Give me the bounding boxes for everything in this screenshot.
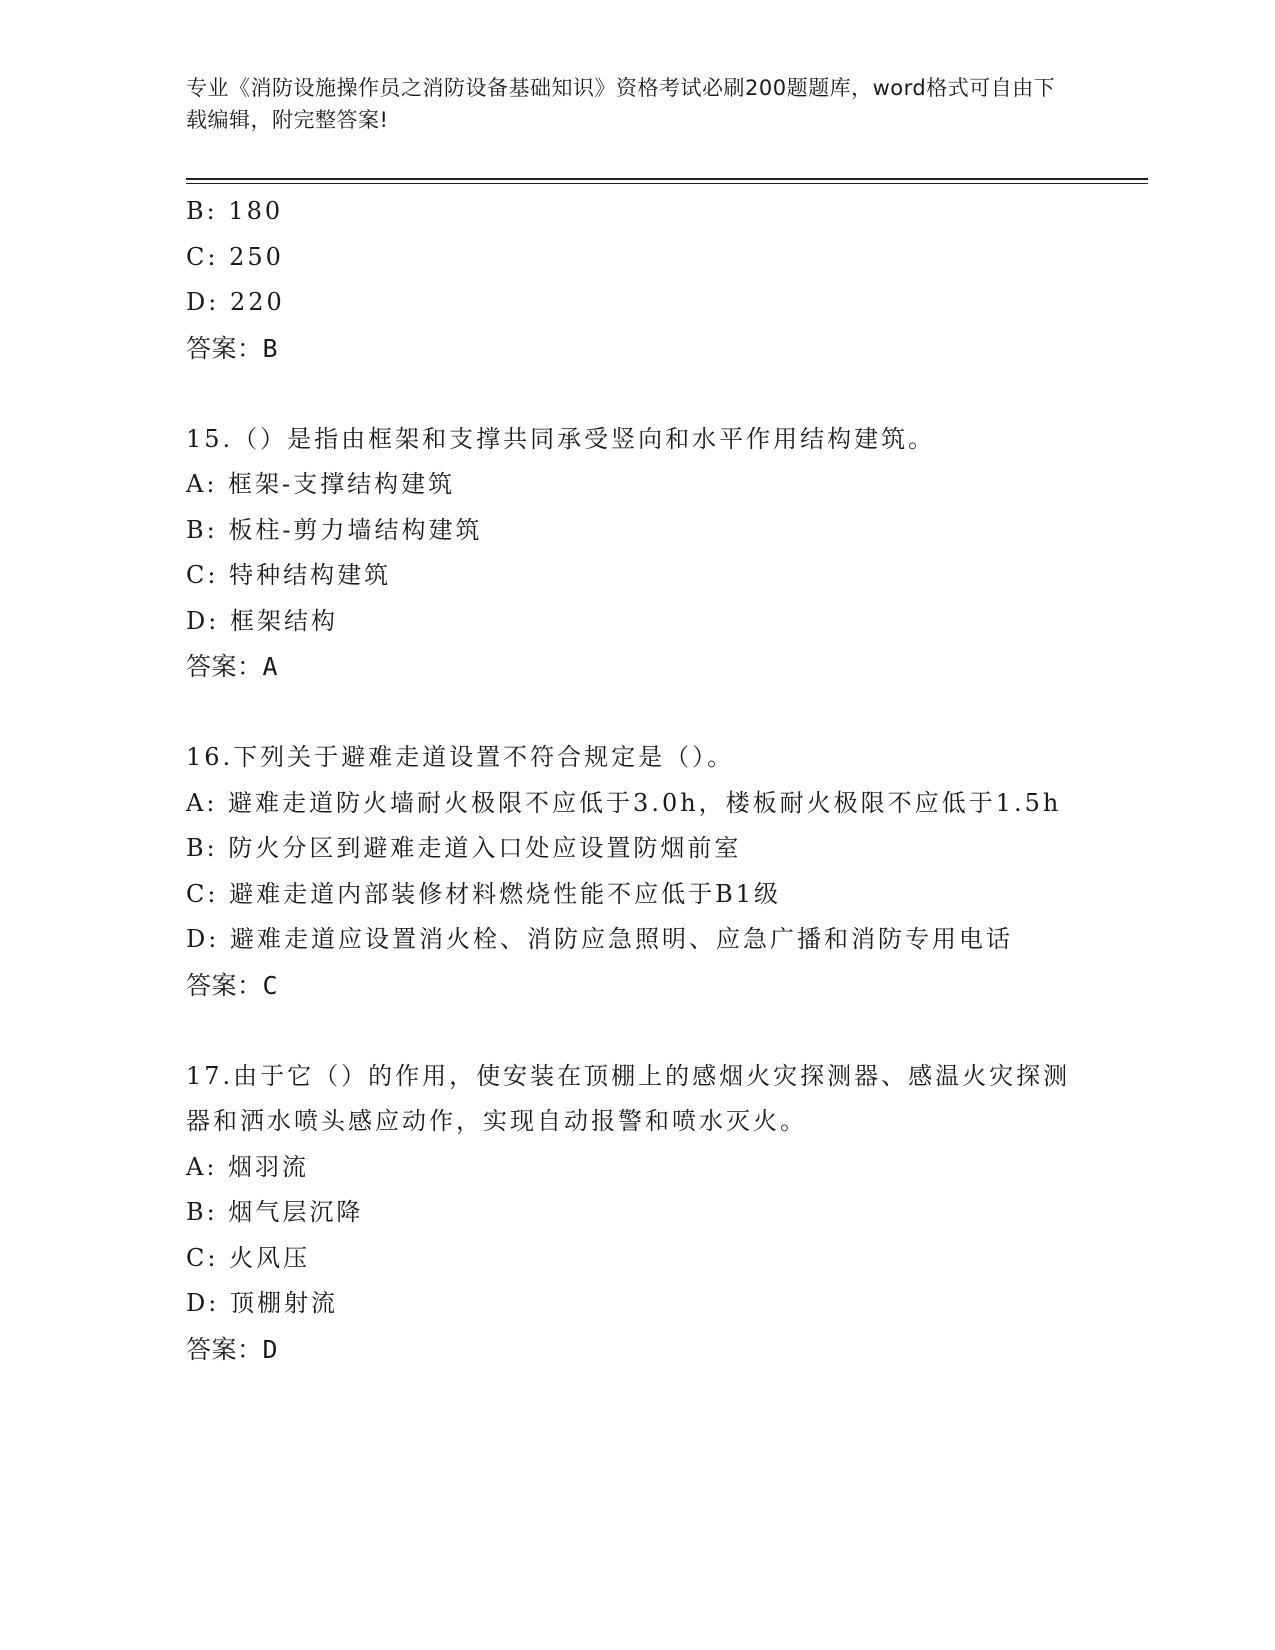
- spacer: [186, 371, 1086, 417]
- option-b: B: 防火分区到避难走道入口处应设置防烟前室: [186, 834, 742, 862]
- option-a: A: 框架-支撑结构建筑: [186, 470, 456, 498]
- answer: 答案：A: [186, 652, 279, 681]
- question-14-remainder: [186, 189, 1086, 371]
- document-header: 专业《消防设施操作员之消防设备基础知识》资格考试必刷200题题库，word格式可自由下载编辑，附完整答案!: [186, 76, 1056, 132]
- question-17: [186, 1054, 1086, 1373]
- option-a: A: 烟羽流: [186, 1152, 310, 1181]
- header-divider-thin: [186, 183, 1148, 184]
- answer: 答案：D: [186, 1334, 279, 1364]
- option-d: D: 避难走道应设置消火栓、消防应急照明、应急广播和消防专用电话: [186, 925, 1013, 953]
- question-stem: 17.由于它（）的作用，使安装在顶棚上的感烟火灾探测器、感温火灾探测器和洒水喷头感应动作，实现自动报警和喷水灭火。: [186, 1061, 1071, 1135]
- option-c: C: 特种结构建筑: [186, 561, 392, 589]
- option-b: B: 烟气层沉降: [186, 1198, 364, 1226]
- option-d: D: 顶棚射流: [186, 1289, 338, 1317]
- spacer: [186, 690, 1086, 736]
- option-d: D: 220: [186, 288, 285, 316]
- question-stem: 16.下列关于避难走道设置不符合规定是（）。: [186, 743, 735, 771]
- option-b: B: 180: [186, 197, 284, 225]
- answer: 答案：C: [186, 970, 279, 1000]
- question-stem: 15.（）是指由框架和支撑共同承受竖向和水平作用结构建筑。: [186, 424, 936, 453]
- answer: 答案：B: [186, 333, 279, 363]
- question-16: [186, 735, 1086, 1008]
- option-b: B: 板柱-剪力墙结构建筑: [186, 515, 483, 544]
- question-15: [186, 417, 1086, 690]
- question-list: [186, 189, 1086, 1372]
- header-divider-thick: [186, 178, 1148, 180]
- option-c: C: 250: [186, 242, 284, 271]
- option-d: D: 框架结构: [186, 606, 338, 635]
- option-a: A: 避难走道防火墙耐火极限不应低于3.0h，楼板耐火极限不应低于1.5h: [186, 788, 1062, 817]
- spacer: [186, 1008, 1086, 1054]
- option-c: C: 避难走道内部装修材料燃烧性能不应低于B1级: [186, 879, 781, 908]
- option-c: C: 火风压: [186, 1243, 311, 1272]
